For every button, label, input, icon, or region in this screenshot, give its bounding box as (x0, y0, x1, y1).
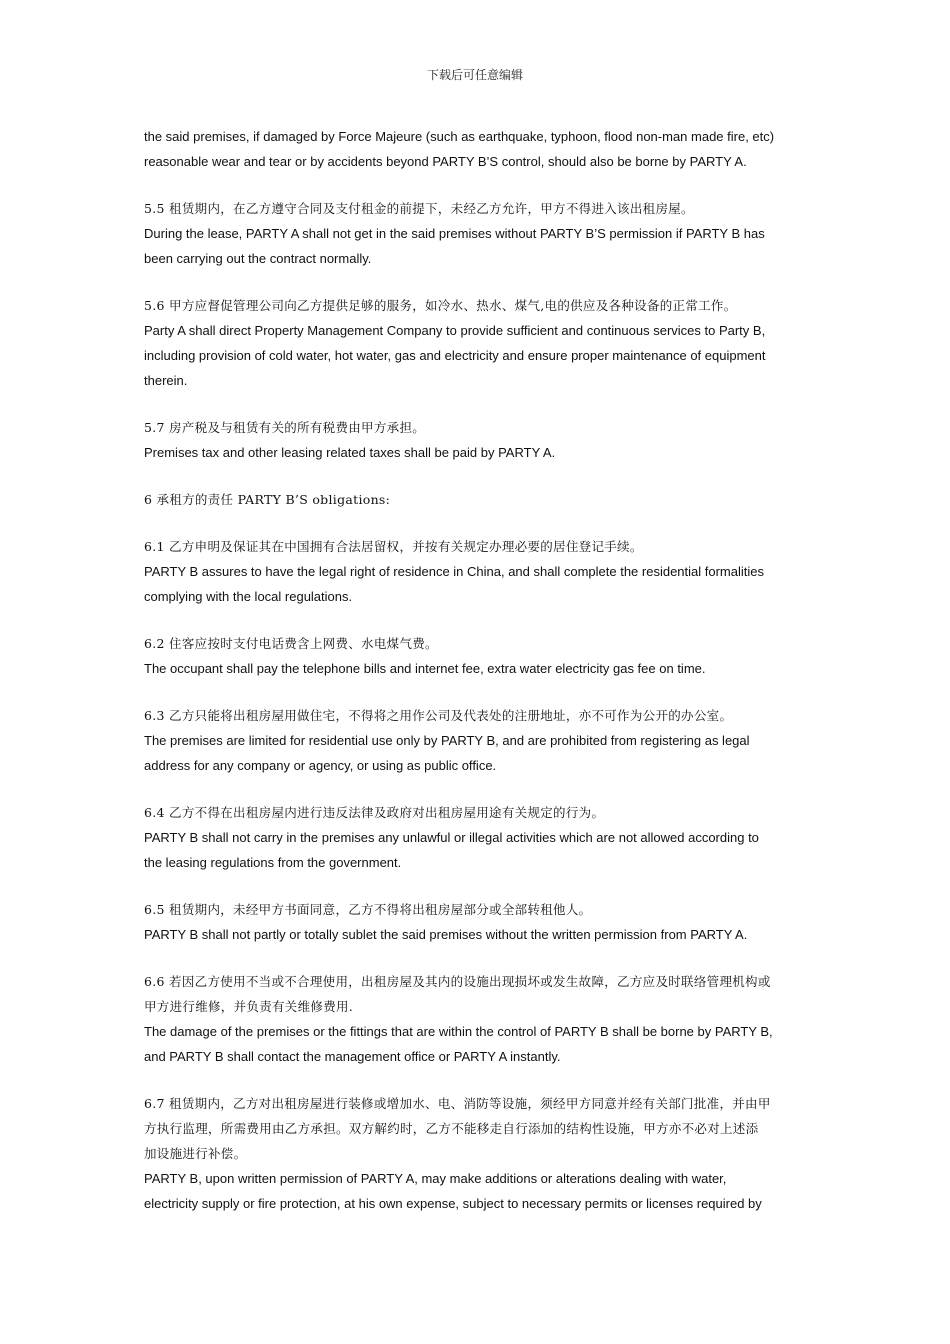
text-line-chinese: 加设施进行补偿。 (144, 1146, 247, 1161)
section-heading: 6 承租方的责任 PARTY B’S obligations: (144, 492, 391, 507)
text-line: PARTY B shall not partly or totally sublet the said premises without the written permission from PARTY A. (144, 927, 748, 942)
text-line-chinese: 方执行监理，所需费用由乙方承担。双方解约时，乙方不能移走自行添加的结构性设施，甲方亦不必对上述添 (144, 1121, 759, 1136)
section-6-heading (144, 487, 809, 512)
paragraph-5-6 (144, 293, 809, 393)
paragraph-5-5 (144, 196, 809, 271)
paragraph-6-4 (144, 800, 809, 875)
paragraph-6-1 (144, 534, 809, 609)
text-line: PARTY B, upon written permission of PARTY A, may make additions or alterations dealing with water, (144, 1171, 727, 1186)
text-line-chinese: 6.4 乙方不得在出租房屋内进行违反法律及政府对出租房屋用途有关规定的行为。 (144, 805, 605, 820)
text-line-chinese: 甲方进行维修，并负责有关维修费用. (144, 999, 354, 1014)
text-line-chinese: 5.5 租赁期内，在乙方遵守合同及支付租金的前提下，未经乙方允许，甲方不得进入该出租房屋。 (144, 201, 694, 216)
paragraph-6-6 (144, 969, 809, 1069)
paragraph-6-5 (144, 897, 809, 947)
text-line: therein. (144, 373, 188, 388)
paragraph-6-7 (144, 1091, 809, 1216)
text-line-chinese: 6.5 租赁期内，未经甲方书面同意，乙方不得将出租房屋部分或全部转租他人。 (144, 902, 592, 917)
text-line: Premises tax and other leasing related taxes shall be paid by PARTY A. (144, 445, 556, 460)
text-line-chinese: 6.7 租赁期内，乙方对出租房屋进行装修或增加水、电、消防等设施，须经甲方同意并经有关部门批准，并由甲 (144, 1096, 771, 1111)
text-line-chinese: 6.6 若因乙方使用不当或不合理使用，出租房屋及其内的设施出现损坏或发生故障，乙方应及时联络管理机构或 (144, 974, 771, 989)
text-line: PARTY B assures to have the legal right of residence in China, and shall complete the residential formalities (144, 564, 765, 579)
text-line: the leasing regulations from the government. (144, 855, 402, 870)
text-line: reasonable wear and tear or by accidents beyond PARTY B’S control, should also be borne by PARTY A. (144, 154, 747, 169)
text-line-chinese: 5.6 甲方应督促管理公司向乙方提供足够的服务，如冷水、热水、煤气,电的供应及各种设备的正常工作。 (144, 298, 737, 313)
paragraph-5-4-continued (144, 124, 809, 174)
text-line-chinese: 5.7 房产税及与租赁有关的所有税费由甲方承担。 (144, 420, 426, 435)
page-header: 下载后可任意编辑 (426, 68, 523, 82)
text-line-chinese: 6.2 住客应按时支付电话费含上网费、水电煤气费。 (144, 636, 438, 651)
text-line: Party A shall direct Property Management Company to provide sufficient and continuous services to Party B, (144, 323, 766, 338)
text-line: PARTY B shall not carry in the premises any unlawful or illegal activities which are not allowed according to (144, 830, 759, 845)
text-line: been carrying out the contract normally. (144, 251, 372, 266)
paragraph-6-2 (144, 631, 809, 681)
text-line: the said premises, if damaged by Force Majeure (such as earthquake, typhoon, flood non-man made fire, etc) (144, 129, 775, 144)
text-line-chinese: 6.1 乙方申明及保证其在中国拥有合法居留权，并按有关规定办理必要的居住登记手续。 (144, 539, 643, 554)
text-line: including provision of cold water, hot water, gas and electricity and ensure proper maintenance of equipment (144, 348, 766, 363)
text-line: complying with the local regulations. (144, 589, 353, 604)
document-body (144, 124, 809, 1238)
text-line-chinese: 6.3 乙方只能将出租房屋用做住宅，不得将之用作公司及代表处的注册地址，亦不可作为公开的办公室。 (144, 708, 733, 723)
text-line: The occupant shall pay the telephone bills and internet fee, extra water electricity gas fee on time. (144, 661, 706, 676)
paragraph-6-3 (144, 703, 809, 778)
text-line: During the lease, PARTY A shall not get in the said premises without PARTY B’S permission if PARTY B has (144, 226, 765, 241)
paragraph-5-7 (144, 415, 809, 465)
text-line: The premises are limited for residential use only by PARTY B, and are prohibited from registering as legal (144, 733, 750, 748)
text-line: address for any company or agency, or using as public office. (144, 758, 497, 773)
text-line: electricity supply or fire protection, at his own expense, subject to necessary permits or licenses required by (144, 1196, 762, 1211)
text-line: and PARTY B shall contact the management office or PARTY A instantly. (144, 1049, 561, 1064)
text-line: The damage of the premises or the fittings that are within the control of PARTY B shall be borne by PARTY B, (144, 1024, 773, 1039)
